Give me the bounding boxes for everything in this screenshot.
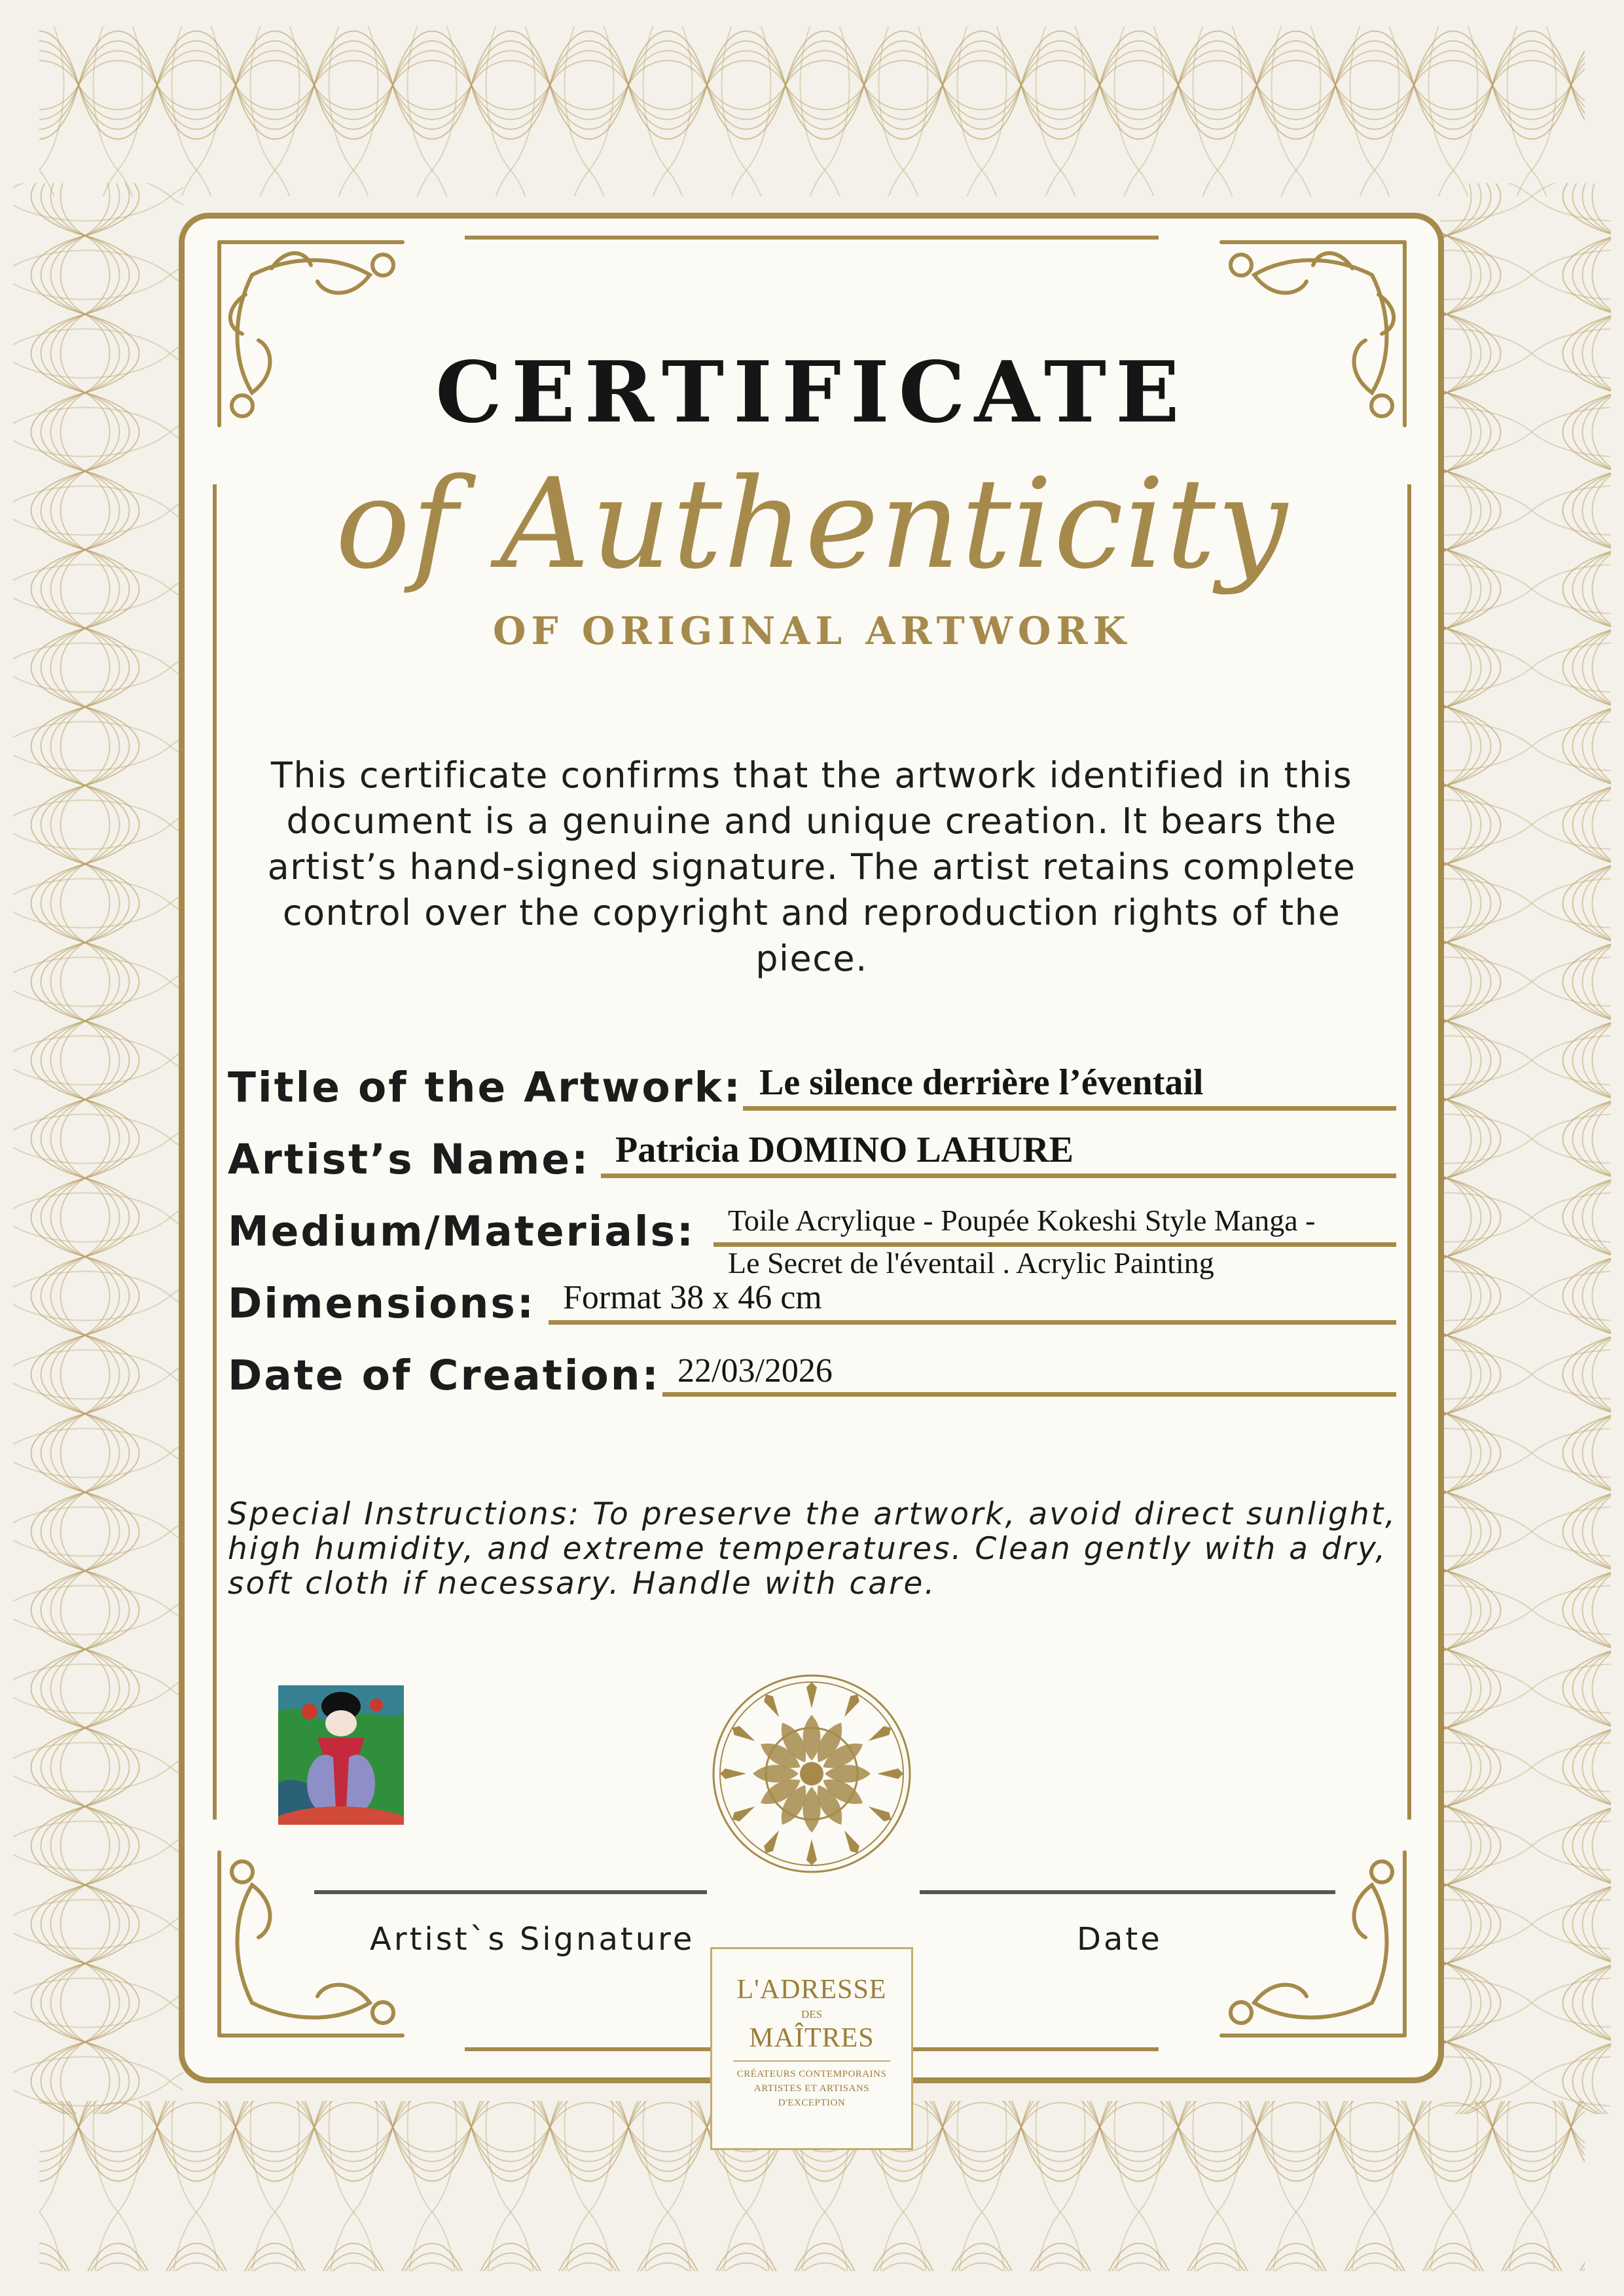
special-instructions: Special Instructions: To preserve the artwork, avoid direct sunlight, high humidity, and extreme temperatures. Clean gently with a dry, soft cloth if necessary. Handle with care. — [228, 1496, 1398, 1602]
right-inner-rule — [1407, 484, 1411, 1820]
l-adresse-des-maitres-logo — [710, 1947, 913, 2150]
certificate-title: CERTIFICATE — [435, 344, 1189, 442]
logo-line-5: ARTISTES ET ARTISANS — [753, 2083, 870, 2094]
date-field-underline — [662, 1392, 1396, 1397]
date-signature-label: Date — [1077, 1921, 1163, 1958]
artist-field-label: Artist’s Name: — [228, 1136, 590, 1183]
date-field-value: 22/03/2026 — [677, 1352, 833, 1390]
logo-line-2: DES — [801, 2008, 823, 2020]
title-field-underline — [743, 1106, 1396, 1111]
artist-field-value: Patricia DOMINO LAHURE — [615, 1130, 1074, 1170]
dimensions-field-value: Format 38 x 46 cm — [563, 1279, 822, 1316]
dimensions-field-label: Dimensions: — [228, 1280, 536, 1327]
artist-field-underline — [601, 1174, 1396, 1178]
medium-field-label: Medium/Materials: — [228, 1208, 696, 1255]
medium-field-value-line2: Le Secret de l'éventail . Acrylic Painting — [728, 1246, 1214, 1280]
left-inner-rule — [213, 484, 217, 1820]
logo-line-3: MAÎTRES — [749, 2023, 875, 2053]
title-field-value: Le silence derrière l’éventail — [759, 1062, 1204, 1103]
certificate-subtitle: of Authenticity — [335, 452, 1289, 596]
certificate-tagline: OF ORIGINAL ARTWORK — [492, 609, 1132, 653]
certificate-intro-text: This certificate confirms that the artwork identified in this document is a genuine and unique creation. It bears the artist’s hand-signed signature. The artist retains complete control over the copyright and reproduction rights of the piece. — [267, 755, 1356, 979]
artwork-thumbnail — [278, 1685, 404, 1825]
title-field-label: Title of the Artwork: — [228, 1064, 742, 1111]
date-field-label: Date of Creation: — [228, 1352, 660, 1399]
date-signature-line — [920, 1890, 1335, 1894]
artist-signature-label: Artist`s Signature — [370, 1921, 695, 1958]
dimensions-field-underline — [549, 1320, 1396, 1325]
logo-rule — [733, 2060, 890, 2062]
logo-line-6: D'EXCEPTION — [778, 2098, 846, 2108]
logo-line-4: CRÉATEURS CONTEMPORAINS — [736, 2069, 887, 2079]
top-inner-rule — [465, 236, 1159, 240]
artist-signature-line — [314, 1890, 707, 1894]
corner-flourish-icon-bottom-right — [1202, 1833, 1418, 2049]
gold-seal-rosette-icon — [710, 1672, 913, 1875]
logo-line-1: L'ADRESSE — [736, 1975, 887, 2005]
medium-field-value-line1: Toile Acrylique - Poupée Kokeshi Style Manga - — [728, 1204, 1316, 1237]
